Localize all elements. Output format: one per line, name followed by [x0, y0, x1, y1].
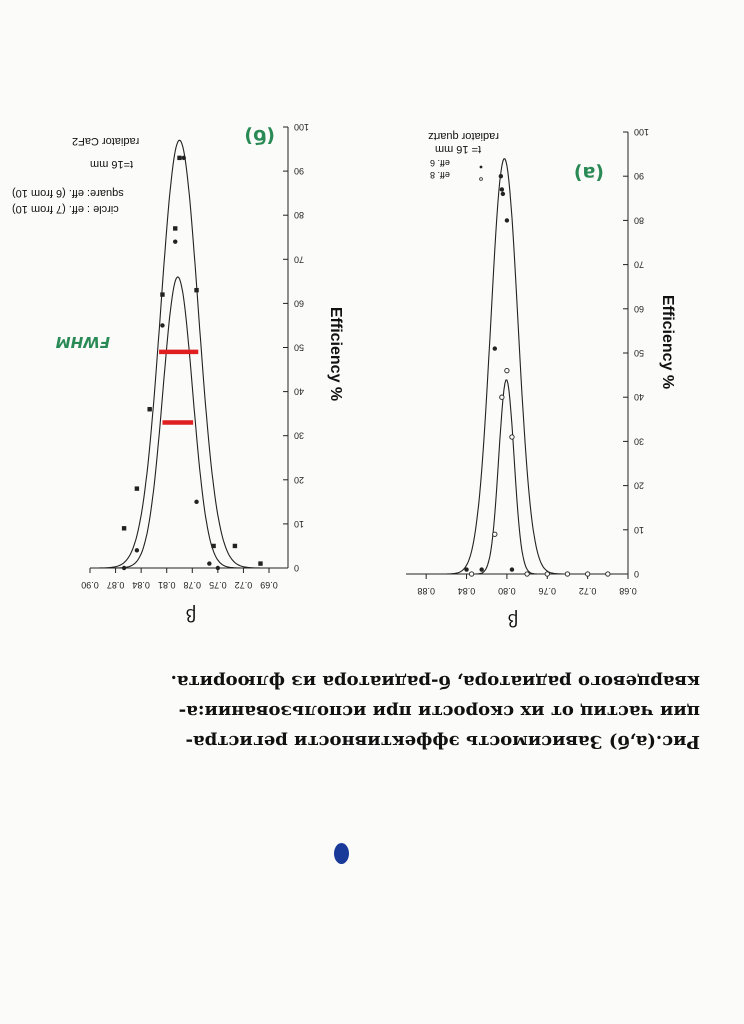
y-tick-label: 80: [634, 215, 645, 226]
y-tick-label: 40: [634, 392, 645, 403]
panel-b-y-label: Efficiency %: [327, 306, 344, 402]
y-tick-label: 80: [294, 210, 305, 221]
data-point-square: [173, 226, 177, 230]
data-point-square: [233, 544, 237, 548]
data-point-circle: [500, 187, 504, 191]
data-point-square: [177, 156, 181, 160]
panel-a-legend-subtitle: t= 16 mm: [434, 143, 482, 155]
y-tick-label: 50: [294, 342, 305, 353]
panel-b-legend: [12, 135, 139, 215]
x-tick-label: 0.80: [498, 586, 516, 596]
data-point-circle: [505, 218, 509, 222]
fit-curve-series-1: [406, 159, 628, 574]
y-tick-label: 10: [294, 518, 305, 529]
y-tick-label: 30: [634, 436, 645, 447]
y-tick-label: 0: [294, 563, 300, 573]
data-point-open-circle: [493, 532, 497, 536]
data-point-square: [122, 526, 126, 530]
panel-b-points: [122, 156, 263, 571]
data-point-circle: [216, 566, 220, 570]
data-point-square: [211, 544, 215, 548]
panel-a-legend-marker-1: [480, 166, 483, 169]
data-point-open-circle: [525, 572, 529, 576]
y-tick-label: 60: [294, 298, 305, 309]
x-tick-label: 0.72: [234, 580, 253, 590]
data-point-circle: [194, 500, 198, 504]
data-point-square: [194, 288, 198, 292]
panel-b-x-label: β: [185, 605, 197, 625]
data-point-open-circle: [585, 572, 589, 576]
y-tick-label: 90: [634, 171, 645, 182]
data-point-square: [258, 561, 262, 565]
chart-panel-a: [406, 127, 676, 630]
data-point-open-circle: [545, 572, 549, 576]
handwritten-label-b: (б): [244, 125, 275, 147]
panel-b-y-ticks: [283, 122, 309, 573]
data-point-open-circle: [606, 572, 610, 576]
fit-curve-series-2: [406, 380, 628, 574]
panel-b-legend-subtitle: t=16 mm: [90, 158, 134, 170]
data-point-circle: [510, 567, 514, 571]
panel-b-legend-title: radiator CaF2: [72, 135, 140, 147]
panel-a-legend-entry-1: eff. 6: [430, 158, 450, 168]
y-tick-label: 50: [634, 348, 645, 358]
data-point-circle: [160, 323, 164, 327]
x-tick-label: 0.84: [457, 586, 476, 596]
data-point-square: [135, 486, 139, 490]
y-tick-label: 0: [634, 569, 640, 579]
panel-a-legend-title: radiator quartz: [428, 130, 499, 142]
x-tick-label: 0.69: [260, 580, 278, 590]
data-point-circle: [147, 407, 151, 411]
data-point-circle: [122, 566, 126, 570]
data-point-circle: [464, 567, 468, 571]
panel-a-x-label: β: [507, 610, 519, 630]
panel-a-y-label: Efficiency %: [659, 294, 676, 390]
x-tick-label: 0.78: [183, 580, 202, 590]
panel-a-legend-entry-2: eff. 8: [430, 170, 450, 180]
x-tick-label: 0.76: [538, 586, 557, 596]
data-point-open-circle: [505, 368, 509, 372]
y-tick-label: 20: [294, 474, 305, 485]
y-tick-label: 90: [294, 166, 305, 177]
data-point-circle: [207, 561, 211, 565]
panel-b-legend-entry-1: square: eff. (6 from 10): [12, 187, 124, 199]
caption-line-1: Рис.(а,б) Зависимость эффективности регистра-: [185, 731, 700, 752]
y-tick-label: 60: [634, 303, 645, 314]
panel-a-x-ticks: [417, 574, 636, 596]
data-point-circle: [499, 174, 503, 178]
x-tick-label: 0.84: [132, 580, 150, 590]
handwritten-fwhm: FWHM: [55, 333, 110, 351]
data-point-circle: [182, 156, 186, 160]
data-point-circle: [173, 239, 177, 243]
panel-b-x-ticks: [81, 568, 278, 590]
y-tick-label: 70: [294, 254, 305, 265]
data-point-open-circle: [510, 435, 514, 439]
x-tick-label: 0.75: [209, 580, 227, 590]
x-tick-label: 0.88: [417, 586, 435, 596]
chart-panel-b: [12, 122, 344, 625]
x-tick-label: 0.68: [619, 586, 637, 596]
data-point-open-circle: [500, 395, 504, 399]
panel-a-y-ticks: [623, 127, 649, 579]
x-tick-label: 0.72: [578, 586, 597, 596]
y-tick-label: 70: [634, 259, 645, 270]
panel-a-legend: [428, 130, 499, 180]
y-tick-label: 100: [634, 127, 650, 137]
data-point-open-circle: [565, 572, 569, 576]
x-tick-label: 0.81: [157, 580, 176, 590]
y-tick-label: 30: [294, 430, 305, 441]
panel-a-fit-curves: [406, 159, 628, 574]
y-tick-label: 20: [634, 480, 645, 491]
data-point-circle: [501, 192, 505, 196]
y-tick-label: 100: [294, 122, 310, 132]
figure-caption: [40, 660, 700, 756]
caption-line-3: кварцевого радиатора, б-радиатора из флюорита.: [170, 671, 700, 692]
x-tick-label: 0.90: [81, 580, 99, 590]
panel-b-legend-entry-2: circle : eff. (7 from 10): [12, 203, 119, 215]
data-point-circle: [479, 567, 483, 571]
data-point-square: [160, 292, 164, 296]
x-tick-label: 0.87: [106, 580, 125, 590]
ink-dot: [334, 843, 349, 864]
data-point-open-circle: [469, 572, 473, 576]
panel-a-points: [464, 174, 610, 576]
y-tick-label: 10: [634, 524, 645, 535]
data-point-circle: [135, 548, 139, 552]
caption-line-2: ции частиц от их скорости при использовании:а-: [178, 701, 700, 722]
y-tick-label: 40: [294, 386, 305, 397]
data-point-circle: [493, 346, 497, 350]
panel-a-legend-marker-2: [480, 178, 483, 181]
handwritten-label-a: (а): [573, 162, 604, 184]
